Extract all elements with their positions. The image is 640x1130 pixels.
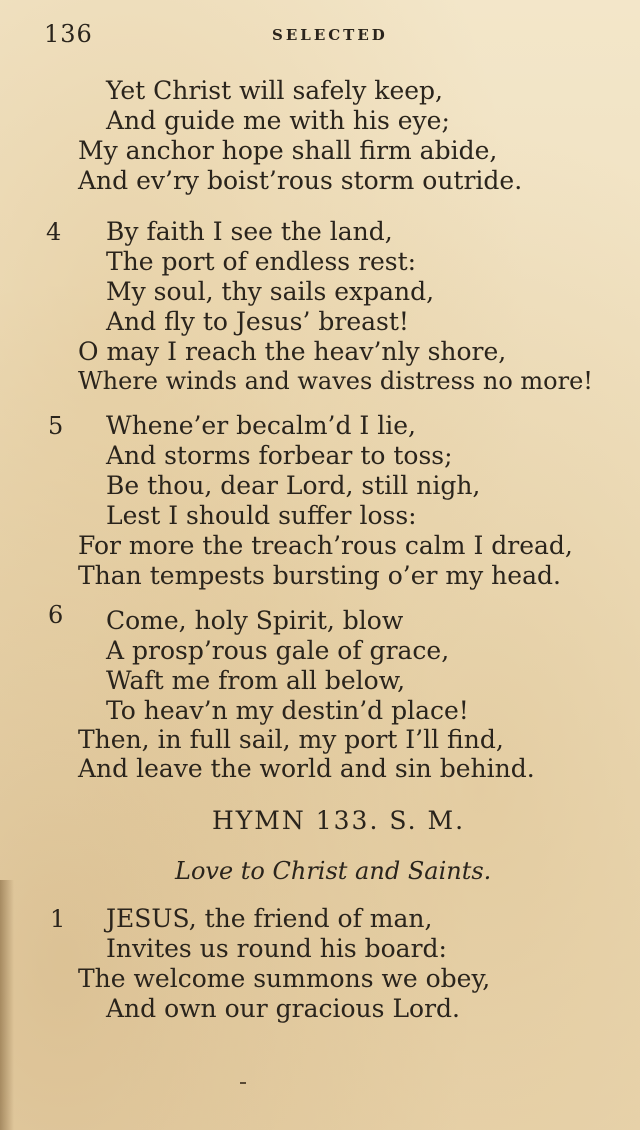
stanza-number: 4 (46, 218, 62, 246)
stanza-number: 1 (50, 905, 66, 933)
verse-line: Come, holy Spirit, blow (106, 606, 404, 635)
verse-line: For more the treach’rous calm I dread, (78, 531, 573, 560)
stanza-number: 6 (48, 601, 64, 629)
verse-line: Then, in full sail, my port I’ll find, (78, 725, 504, 754)
stanza-number: 5 (48, 412, 64, 440)
verse-line: A prosp’rous gale of grace, (106, 636, 450, 665)
hymn-title: HYMN 133. S. M. (212, 806, 466, 835)
page-header (0, 18, 640, 48)
verse-line: Waft me from all below, (106, 666, 406, 695)
hymn-subtitle: Love to Christ and Saints. (175, 857, 492, 885)
verse-line: JESUS, the friend of man, (106, 904, 433, 933)
verse-line: And own our gracious Lord. (106, 994, 460, 1023)
page-edge-shadow (0, 880, 14, 1130)
verse-line: And storms forbear to toss; (106, 441, 453, 470)
verse-line: Yet Christ will safely keep, (106, 76, 443, 105)
verse-line: The welcome summons we obey, (78, 964, 491, 993)
verse-line: And guide me with his eye; (106, 106, 450, 135)
verse-line: Lest I should suffer loss: (106, 501, 417, 530)
ink-speck (240, 1082, 246, 1084)
verse-line: Invites us round his board: (106, 934, 447, 963)
verse-line: And fly to Jesus’ breast! (106, 307, 409, 336)
verse-line: O may I reach the heav’nly shore, (78, 337, 507, 366)
verse-line: Whene’er becalm’d I lie, (106, 411, 416, 440)
verse-line: The port of endless rest: (106, 247, 417, 276)
verse-line: And ev’ry boist’rous storm outride. (78, 166, 523, 195)
verse-line: Where winds and waves distress no more! (78, 367, 593, 395)
verse-line: My soul, thy sails expand, (106, 277, 435, 306)
verse-line: To heav’n my destin’d place! (106, 696, 469, 725)
running-head: SELECTED (272, 26, 388, 44)
verse-line: Than tempests bursting o’er my head. (78, 561, 561, 590)
verse-line: By faith I see the land, (106, 217, 393, 246)
verse-line: And leave the world and sin behind. (78, 754, 535, 783)
verse-line: My anchor hope shall firm abide, (78, 136, 498, 165)
page-number: 136 (44, 20, 93, 48)
verse-line: Be thou, dear Lord, still nigh, (106, 471, 481, 500)
